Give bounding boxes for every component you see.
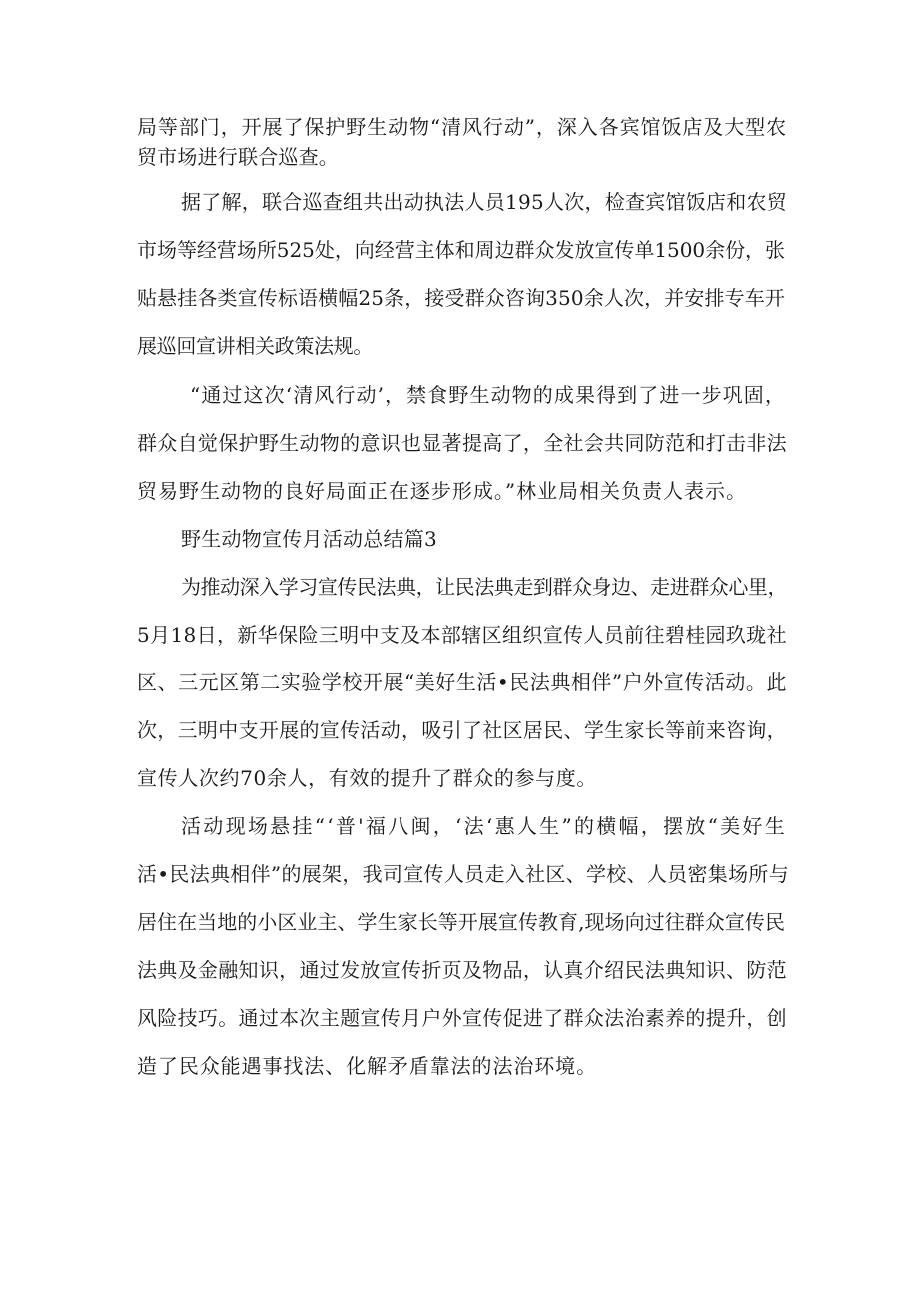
paragraph-5-line-2: 活•民法典相伴”的展架，我司宣传人员走入社区、学校、人员密集场所与 [137,862,789,886]
paragraph-5-line-6: 造了民众能遇事找法、化解矛盾靠法的法治环境。 [137,1054,597,1078]
paragraph-5-line-1: 活动现场悬挂“‘普'福八闽，‘法‘惠人生”的横幅，摆放“美好生 [181,814,787,838]
paragraph-2-line-2: 市场等经营场所525处，向经营主体和周边群众发放宣传单1500余份，张 [137,238,785,262]
section-heading: 野生动物宣传月活动总结篇3 [181,527,437,551]
paragraph-2-line-4: 展巡回宣讲相关政策法规。 [137,334,373,358]
paragraph-2-line-1: 据了解，联合巡查组共出动执法人员195人次，检查宾馆饭店和农贸 [181,190,787,214]
paragraph-3-line-1: “通过这次‘清风行动’，禁食野生动物的成果得到了进一步巩固， [190,383,786,407]
paragraph-1-line-1: 局等部门，开展了保护野生动物“清风行动”，深入各宾馆饭店及大型农 [137,115,787,139]
paragraph-3-line-2: 群众自觉保护野生动物的意识也显著提高了，全社会共同防范和打击非法 [137,431,787,455]
paragraph-2-line-3: 贴悬挂各类宣传标语横幅25条，接受群众咨询350余人次，并安排专车开 [137,286,785,310]
paragraph-1-line-2: 贸市场进行联合巡查。 [137,145,339,169]
paragraph-4-line-4: 次，三明中支开展的宣传活动，吸引了社区居民、学生家长等前来咨询， [137,718,787,742]
paragraph-4-line-5: 宣传人次约70余人，有效的提升了群众的参与度。 [137,766,597,790]
paragraph-4-line-1: 为推动深入学习宣传民法典，让民法典走到群众身边、走进群众心里， [181,575,787,599]
paragraph-5-line-3: 居住在当地的小区业主、学生家长等开展宣传教育,现场向过往群众宣传民 [137,910,785,934]
paragraph-3-line-3: 贸易野生动物的良好局面正在逐步形成。”林业局相关负责人表示。 [137,479,747,503]
paragraph-5-line-4: 法典及金融知识，通过发放宣传折页及物品，认真介绍民法典知识、防范 [137,958,787,982]
paragraph-5-line-5: 风险技巧。通过本次主题宣传月户外宣传促进了群众法治素养的提升，创 [137,1006,787,1030]
paragraph-4-line-3: 区、三元区第二实验学校开展“美好生活•民法典相伴”户外宣传活动。此 [137,670,787,694]
paragraph-4-line-2: 5月18日，新华保险三明中支及本部辖区组织宣传人员前往碧桂园玖珑社 [137,623,787,647]
